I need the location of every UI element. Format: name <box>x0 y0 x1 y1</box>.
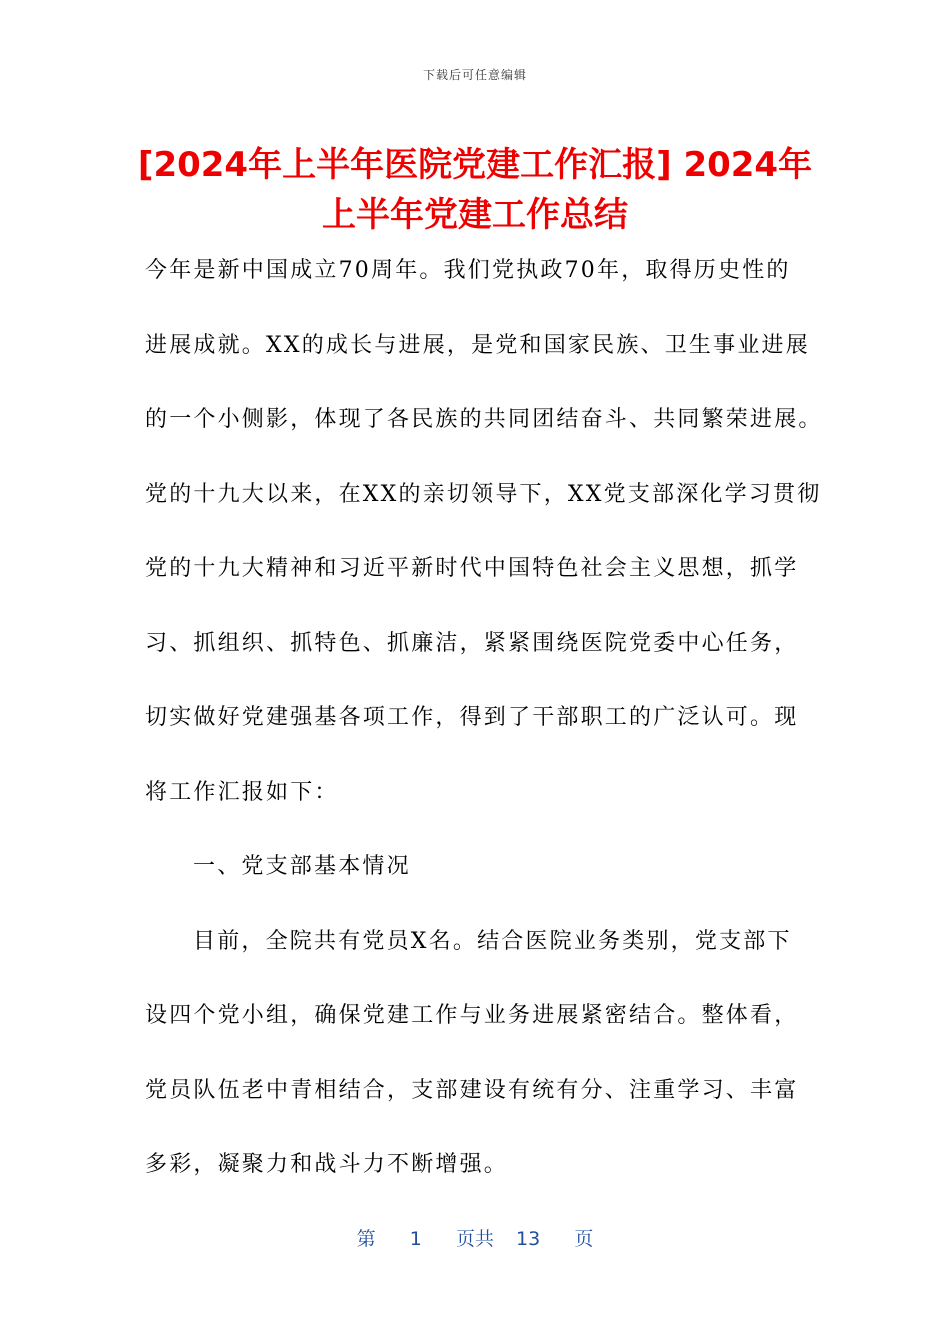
body-line: 目前，全院共有党员X名。结合医院业务类别，党支部下 <box>193 928 792 954</box>
page-footer <box>0 1224 950 1251</box>
footer-page-number: 1 <box>409 1228 422 1250</box>
body-line: 的一个小侧影，体现了各民族的共同团结奋斗、共同繁荣进展。 <box>145 407 823 432</box>
title-line-2: 上半年党建工作总结 <box>322 195 628 235</box>
footer-suffix: 页 <box>574 1228 594 1250</box>
body-line: 党员队伍老中青相结合，支部建设有统有分、注重学习、丰富 <box>145 1077 799 1103</box>
footer-total-pages: 13 <box>516 1228 541 1250</box>
document-title <box>110 140 840 240</box>
body-line: 党的十九大以来，在XX的亲切领导下，XX党支部深化学习贯彻 <box>145 481 822 507</box>
body-line: 设四个党小组，确保党建工作与业务进展紧密结合。整体看， <box>145 1003 799 1028</box>
body-line: 进展成就。XX的成长与进展，是党和国家民族、卫生事业进展 <box>145 332 810 358</box>
footer-prefix: 第 <box>356 1228 376 1250</box>
body-line: 切实做好党建强基各项工作，得到了干部职工的广泛认可。现 <box>145 705 799 730</box>
body-line: 党的十九大精神和习近平新时代中国特色社会主义思想，抓学 <box>145 556 799 581</box>
title-line-1: [2024年上半年医院党建工作汇报] 2024年 <box>137 145 813 185</box>
footer-middle: 页共 <box>455 1228 494 1250</box>
header-note: 下载后可任意编辑 <box>422 68 527 82</box>
body-line: 将工作汇报如下： <box>145 779 339 805</box>
body-line: 今年是新中国成立70周年。我们党执政70年，取得历史性的 <box>145 258 791 283</box>
section-heading: 一、党支部基本情况 <box>193 854 411 879</box>
body-text <box>145 245 823 1214</box>
body-line: 多彩，凝聚力和战斗力不断增强。 <box>145 1152 509 1177</box>
body-line: 习、抓组织、抓特色、抓廉洁，紧紧围绕医院党委中心任务， <box>145 630 799 656</box>
